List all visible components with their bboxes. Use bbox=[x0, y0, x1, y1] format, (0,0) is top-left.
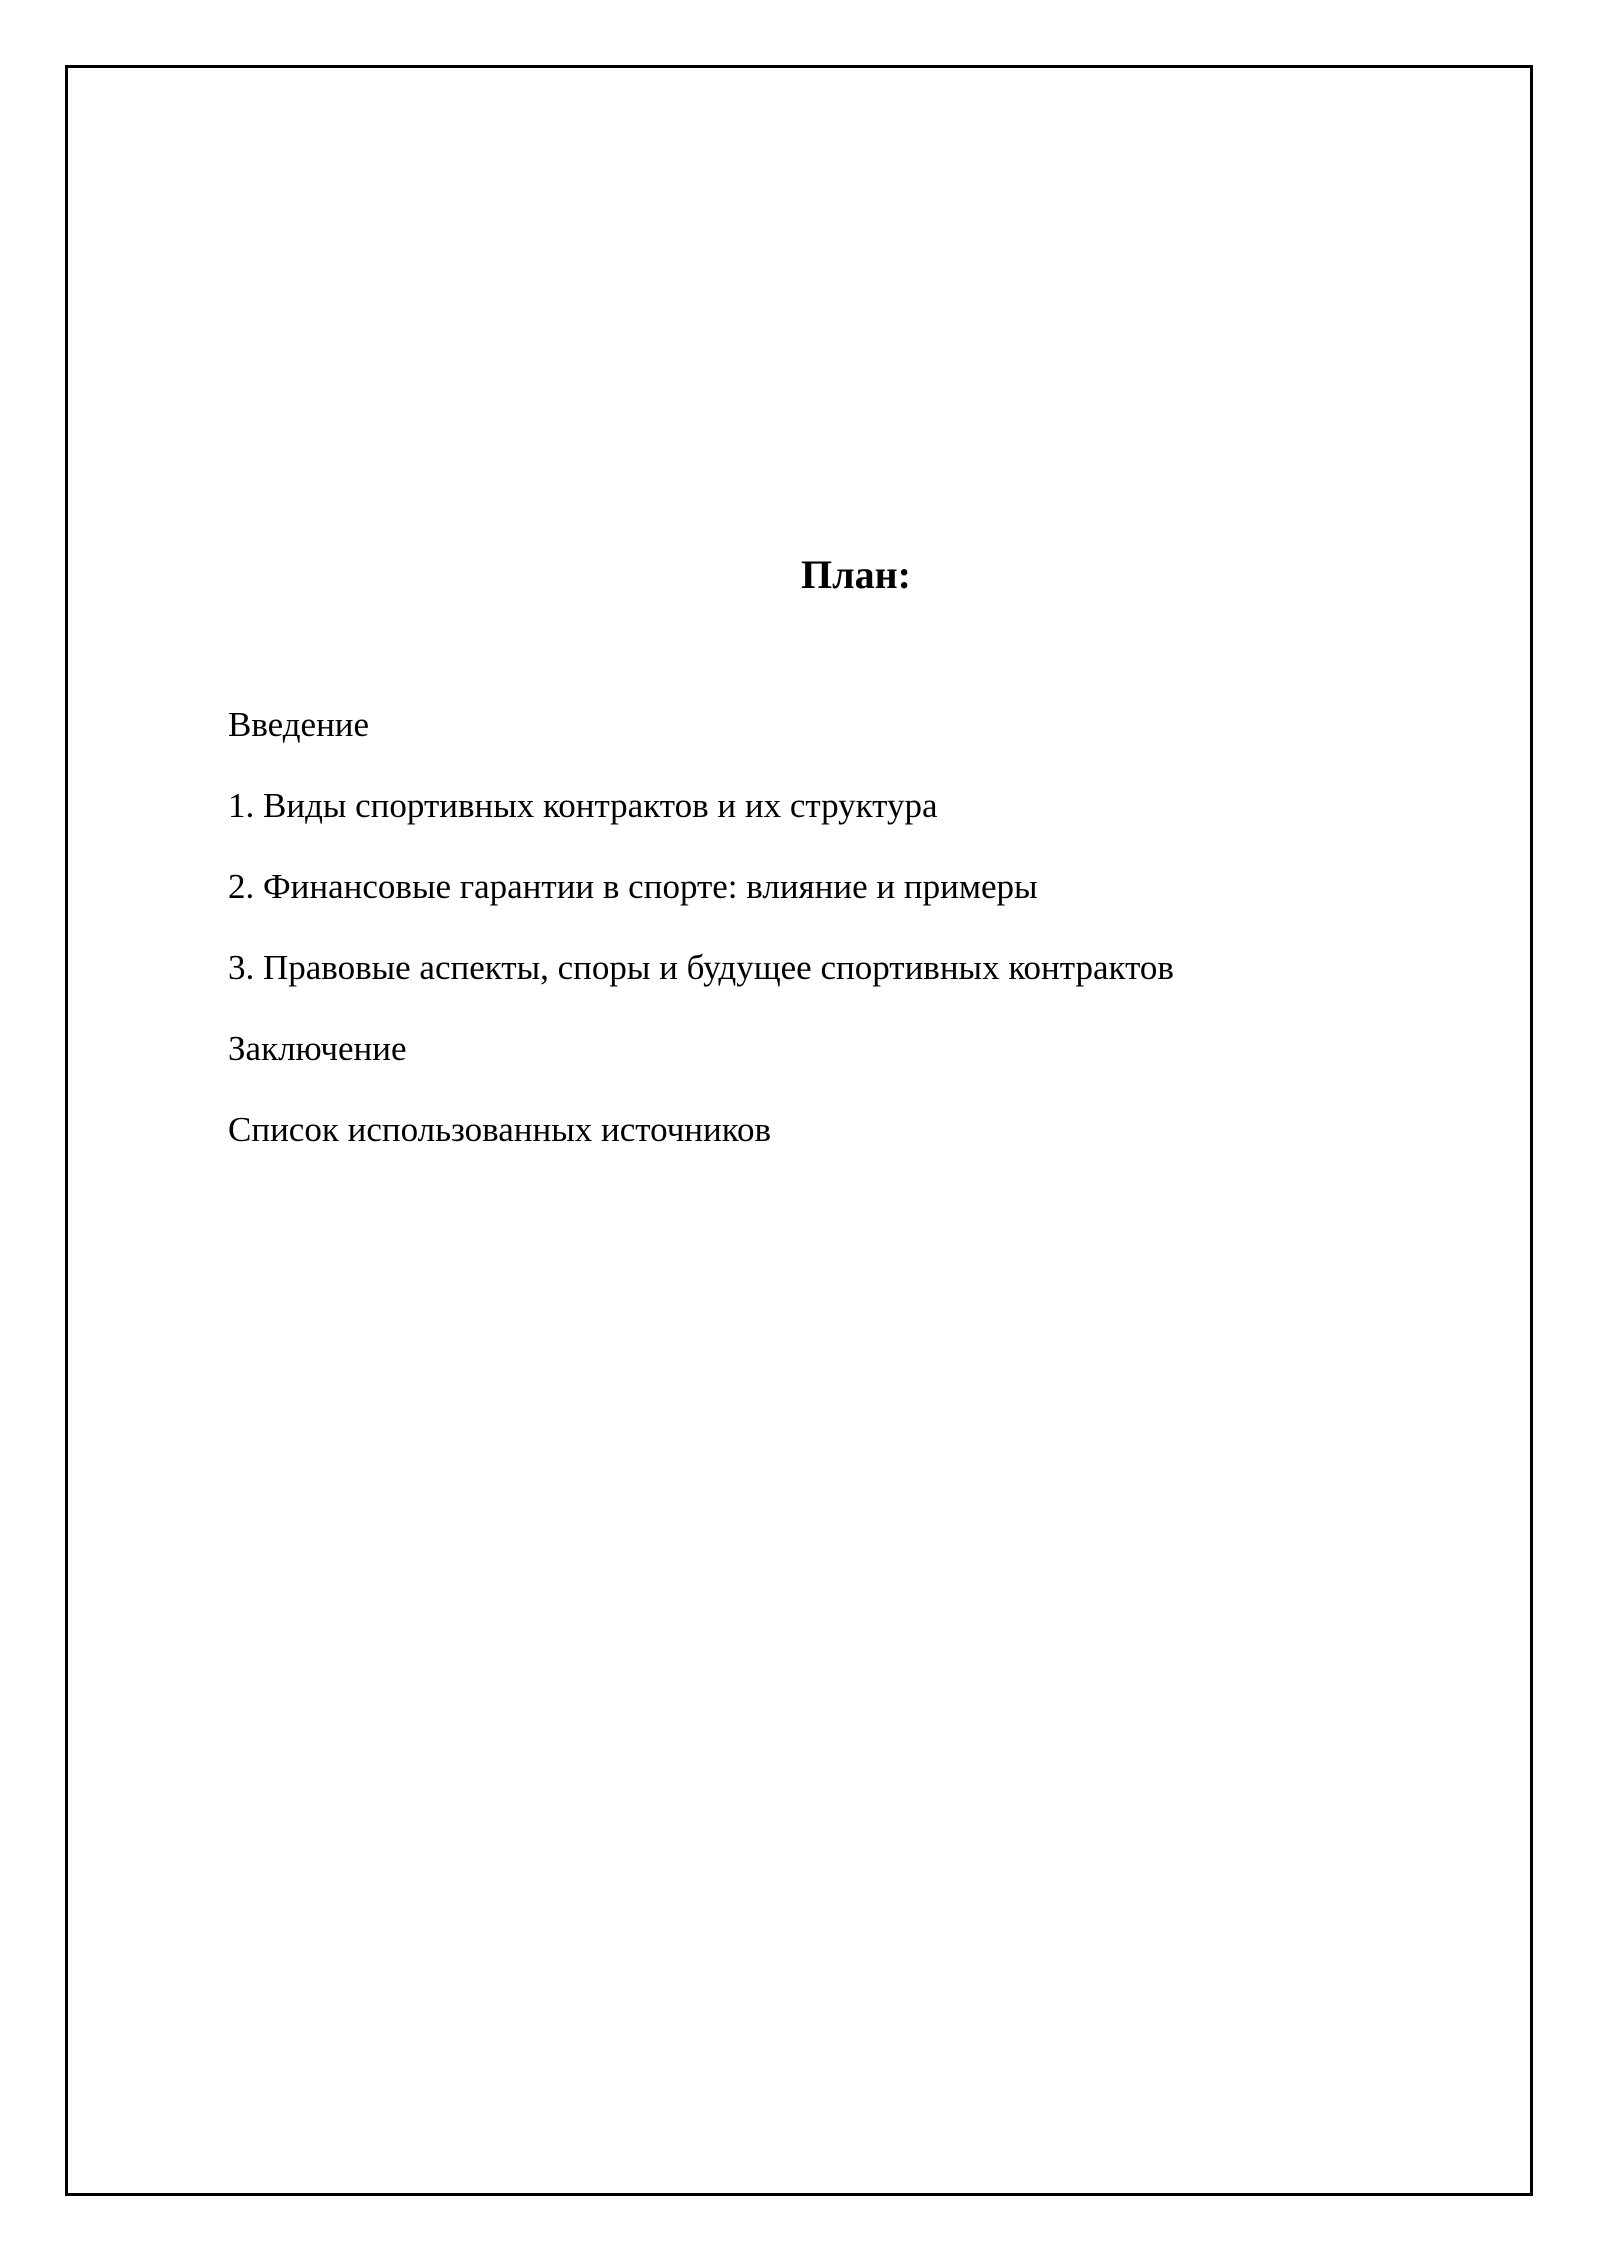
plan-list bbox=[228, 695, 1174, 1181]
plan-item-conclusion: Заключение bbox=[228, 1029, 407, 1068]
plan-item-references: Список использованных источников bbox=[228, 1110, 772, 1149]
plan-title: План: bbox=[801, 552, 911, 597]
plan-item-chapter-3: 3. Правовые аспекты, споры и будущее спортивных контрактов bbox=[228, 948, 1174, 987]
plan-item-chapter-1: 1. Виды спортивных контрактов и их структура bbox=[228, 786, 938, 825]
plan-item-introduction: Введение bbox=[228, 705, 370, 744]
plan-item-chapter-2: 2. Финансовые гарантии в спорте: влияние и примеры bbox=[228, 867, 1038, 906]
